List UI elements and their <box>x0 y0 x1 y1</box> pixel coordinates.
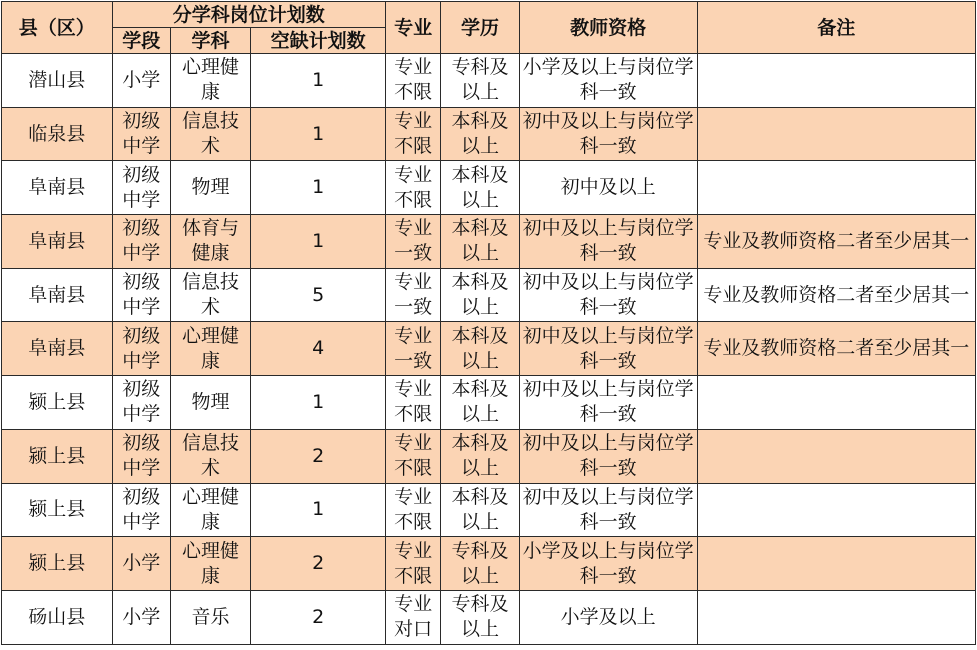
cell-stage: 初级中学 <box>112 483 170 537</box>
cell-stage: 初级中学 <box>112 429 170 483</box>
cell-major: 专业不限 <box>385 54 440 108</box>
recruitment-table <box>1 1 976 645</box>
cell-qualification: 小学及以上与岗位学科一致 <box>519 54 697 108</box>
table-row <box>2 483 976 537</box>
cell-vacancies: 1 <box>251 54 386 108</box>
cell-subject: 物理 <box>170 376 250 430</box>
table-row <box>2 215 976 269</box>
cell-education: 本科及以上 <box>441 483 519 537</box>
header-qualification: 教师资格 <box>519 2 697 54</box>
table-row <box>2 590 976 644</box>
cell-major: 专业对口 <box>385 590 440 644</box>
cell-subject: 信息技术 <box>170 429 250 483</box>
cell-education: 专科及以上 <box>441 590 519 644</box>
cell-stage: 初级中学 <box>112 215 170 269</box>
cell-qualification: 初中及以上 <box>519 161 697 215</box>
cell-county: 潜山县 <box>2 54 113 108</box>
cell-qualification: 初中及以上与岗位学科一致 <box>519 107 697 161</box>
header-subject-plan-group: 分学科岗位计划数 <box>112 2 385 28</box>
cell-county: 阜南县 <box>2 215 113 269</box>
cell-vacancies: 1 <box>251 161 386 215</box>
cell-major: 专业不限 <box>385 107 440 161</box>
table-row <box>2 268 976 322</box>
cell-county: 颍上县 <box>2 429 113 483</box>
cell-qualification: 初中及以上与岗位学科一致 <box>519 483 697 537</box>
cell-remarks <box>697 376 975 430</box>
cell-remarks <box>697 537 975 591</box>
cell-major: 专业一致 <box>385 322 440 376</box>
cell-stage: 小学 <box>112 590 170 644</box>
cell-vacancies: 1 <box>251 215 386 269</box>
cell-subject: 心理健康 <box>170 322 250 376</box>
table-row <box>2 322 976 376</box>
cell-stage: 初级中学 <box>112 161 170 215</box>
cell-vacancies: 2 <box>251 590 386 644</box>
cell-remarks: 专业及教师资格二者至少居其一 <box>697 215 975 269</box>
cell-stage: 小学 <box>112 54 170 108</box>
header-major: 专业 <box>385 2 440 54</box>
cell-vacancies: 1 <box>251 376 386 430</box>
cell-major: 专业不限 <box>385 483 440 537</box>
header-vacancies: 空缺计划数 <box>251 28 386 54</box>
cell-qualification: 初中及以上与岗位学科一致 <box>519 215 697 269</box>
cell-major: 专业不限 <box>385 429 440 483</box>
cell-remarks <box>697 590 975 644</box>
cell-remarks <box>697 107 975 161</box>
cell-county: 阜南县 <box>2 322 113 376</box>
cell-subject: 物理 <box>170 161 250 215</box>
cell-county: 砀山县 <box>2 590 113 644</box>
cell-vacancies: 4 <box>251 322 386 376</box>
cell-stage: 初级中学 <box>112 322 170 376</box>
cell-education: 本科及以上 <box>441 268 519 322</box>
cell-subject: 信息技术 <box>170 268 250 322</box>
cell-county: 颍上县 <box>2 483 113 537</box>
cell-education: 专科及以上 <box>441 537 519 591</box>
cell-education: 本科及以上 <box>441 215 519 269</box>
cell-remarks: 专业及教师资格二者至少居其一 <box>697 322 975 376</box>
cell-education: 本科及以上 <box>441 107 519 161</box>
cell-qualification: 初中及以上与岗位学科一致 <box>519 429 697 483</box>
cell-qualification: 小学及以上 <box>519 590 697 644</box>
cell-education: 本科及以上 <box>441 376 519 430</box>
cell-major: 专业一致 <box>385 268 440 322</box>
header-remarks: 备注 <box>697 2 975 54</box>
table-body <box>2 54 976 645</box>
cell-subject: 信息技术 <box>170 107 250 161</box>
cell-vacancies: 1 <box>251 483 386 537</box>
cell-vacancies: 2 <box>251 537 386 591</box>
cell-subject: 心理健康 <box>170 483 250 537</box>
cell-education: 专科及以上 <box>441 54 519 108</box>
cell-county: 阜南县 <box>2 268 113 322</box>
cell-stage: 初级中学 <box>112 107 170 161</box>
cell-education: 本科及以上 <box>441 161 519 215</box>
cell-subject: 心理健康 <box>170 537 250 591</box>
cell-vacancies: 5 <box>251 268 386 322</box>
cell-stage: 初级中学 <box>112 268 170 322</box>
table-row <box>2 54 976 108</box>
cell-major: 专业不限 <box>385 376 440 430</box>
table-row <box>2 376 976 430</box>
cell-qualification: 初中及以上与岗位学科一致 <box>519 322 697 376</box>
cell-subject: 心理健康 <box>170 54 250 108</box>
cell-qualification: 小学及以上与岗位学科一致 <box>519 537 697 591</box>
cell-county: 阜南县 <box>2 161 113 215</box>
cell-vacancies: 2 <box>251 429 386 483</box>
table-row <box>2 107 976 161</box>
cell-major: 专业不限 <box>385 161 440 215</box>
table-header <box>2 2 976 54</box>
cell-education: 本科及以上 <box>441 429 519 483</box>
cell-county: 临泉县 <box>2 107 113 161</box>
cell-subject: 音乐 <box>170 590 250 644</box>
cell-vacancies: 1 <box>251 107 386 161</box>
table-row <box>2 429 976 483</box>
cell-subject: 体育与健康 <box>170 215 250 269</box>
cell-remarks <box>697 483 975 537</box>
cell-remarks <box>697 161 975 215</box>
cell-county: 颍上县 <box>2 537 113 591</box>
header-subject: 学科 <box>170 28 250 54</box>
header-county: 县（区） <box>2 2 113 54</box>
cell-stage: 小学 <box>112 537 170 591</box>
header-education: 学历 <box>441 2 519 54</box>
cell-stage: 初级中学 <box>112 376 170 430</box>
cell-major: 专业一致 <box>385 215 440 269</box>
cell-county: 颍上县 <box>2 376 113 430</box>
table-row <box>2 161 976 215</box>
cell-major: 专业不限 <box>385 537 440 591</box>
header-stage: 学段 <box>112 28 170 54</box>
cell-qualification: 初中及以上与岗位学科一致 <box>519 376 697 430</box>
cell-education: 本科及以上 <box>441 322 519 376</box>
cell-qualification: 初中及以上与岗位学科一致 <box>519 268 697 322</box>
table-row <box>2 537 976 591</box>
cell-remarks: 专业及教师资格二者至少居其一 <box>697 268 975 322</box>
cell-remarks <box>697 429 975 483</box>
cell-remarks <box>697 54 975 108</box>
